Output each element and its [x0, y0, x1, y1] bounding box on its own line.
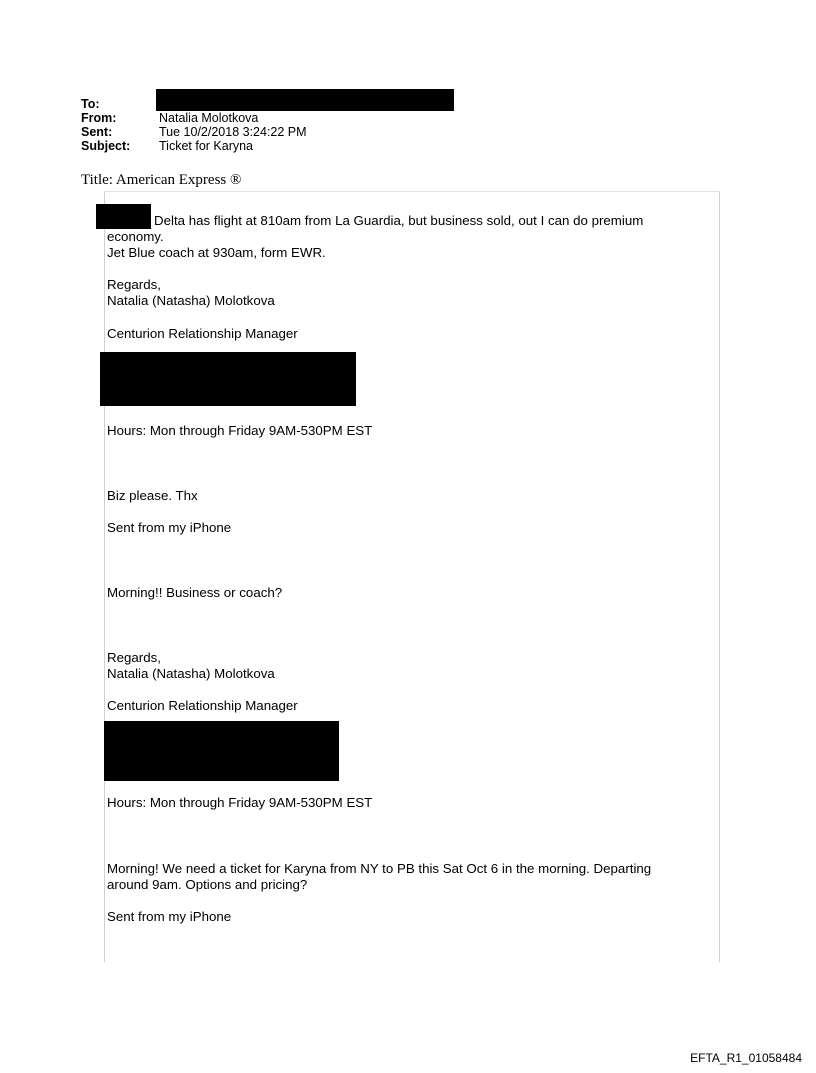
body-line: Morning!! Business or coach?	[107, 585, 283, 600]
title-line: Title: American Express ®	[81, 172, 242, 188]
body-line: Sent from my iPhone	[107, 909, 232, 924]
sender-name: Natalia (Natasha) Molotkova	[107, 293, 275, 308]
body-line: Biz please. Thx	[107, 488, 198, 503]
sender-name: Natalia (Natasha) Molotkova	[107, 666, 275, 681]
redaction-signature-1	[100, 352, 356, 406]
body-line: Jet Blue coach at 930am, form EWR.	[107, 245, 326, 260]
body-line: around 9am. Options and pricing?	[107, 877, 308, 892]
redaction-signature-2	[104, 721, 339, 781]
redaction-salutation	[96, 204, 151, 229]
to-label: To:	[81, 97, 100, 111]
from-value: Natalia Molotkova	[159, 111, 259, 125]
body-line: Sent from my iPhone	[107, 520, 232, 535]
body-line: Delta has flight at 810am from La Guardia, but business sold, out I can do premium	[154, 213, 644, 228]
sent-value: Tue 10/2/2018 3:24:22 PM	[159, 125, 307, 139]
regards-text: Regards,	[107, 650, 161, 665]
sender-role: Centurion Relationship Manager	[107, 698, 298, 713]
sent-row	[81, 125, 307, 139]
from-label: From:	[81, 111, 117, 125]
sent-label: Sent:	[81, 125, 113, 139]
hours-text: Hours: Mon through Friday 9AM-530PM EST	[107, 795, 373, 810]
sender-role: Centurion Relationship Manager	[107, 326, 298, 341]
hours-text: Hours: Mon through Friday 9AM-530PM EST	[107, 423, 373, 438]
body-line: Morning! We need a ticket for Karyna from NY to PB this Sat Oct 6 in the morning. Departing	[107, 861, 652, 876]
regards-text: Regards,	[107, 277, 161, 292]
document-id: EFTA_R1_01058484	[690, 1051, 802, 1065]
subject-label: Subject:	[81, 139, 131, 153]
from-row	[81, 111, 307, 125]
body-line: economy.	[107, 229, 164, 244]
subject-row	[81, 139, 307, 153]
subject-value: Ticket for Karyna	[159, 139, 254, 153]
redaction-to	[156, 89, 454, 111]
